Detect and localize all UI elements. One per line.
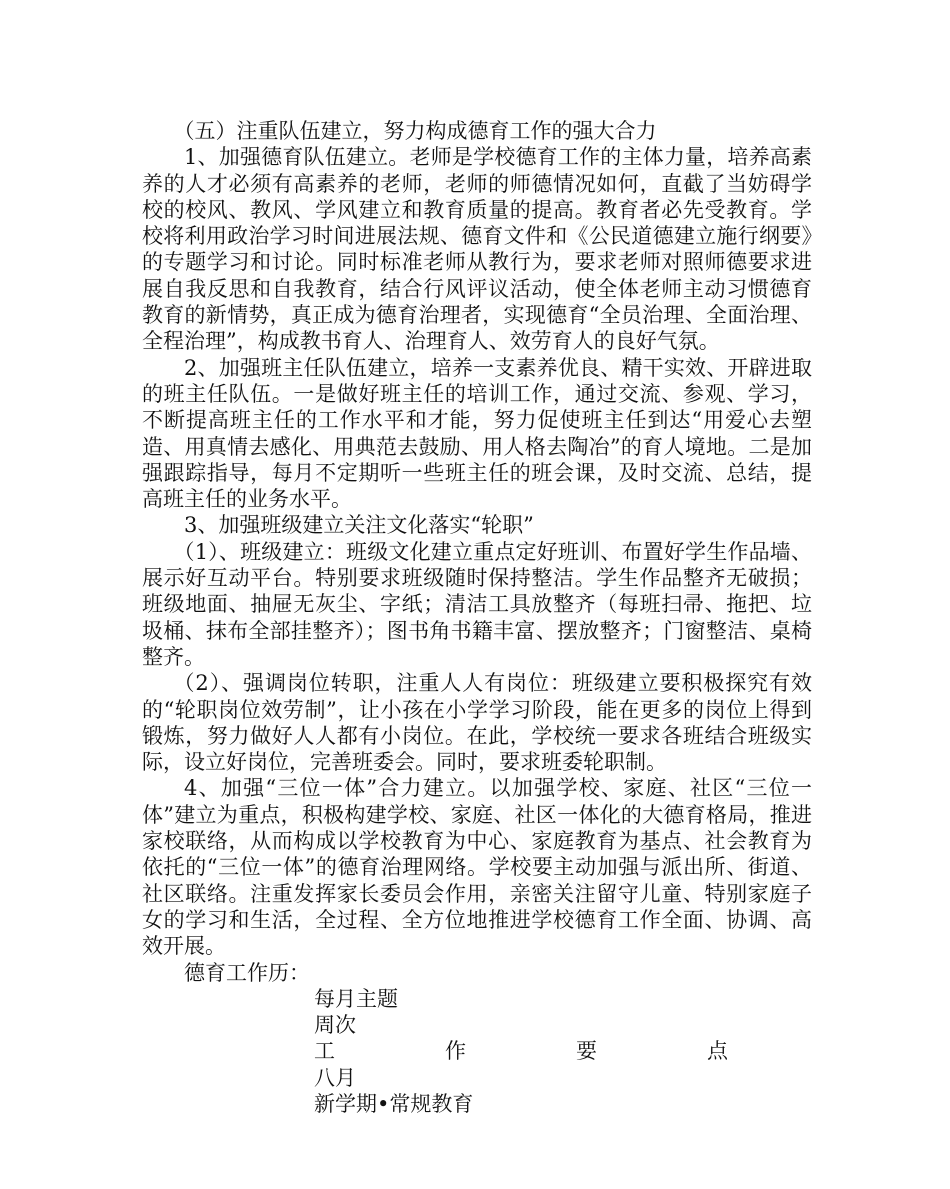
paragraph-4: 4、加强“三位一体”合力建立。以加强学校、家庭、社区“三位一体”建立为重点，积极构建学校、家庭、社区一体化的大德育格局，推进家校联络，从而构成以学校教育为中心、家庭教育为基点、社会教育为依托的“三位一体”的德育治理网络。学校要主动加强与派出所、街道、社区联络。注重发挥家长委员会作用，亲密关注留守儿童、特别家庭子女的学习和生活，全过程、全方位地推进学校德育工作全面、协调、高效开展。 bbox=[142, 776, 812, 959]
points-char-2: 作 bbox=[445, 1039, 466, 1064]
calendar-month: 八月 bbox=[314, 1065, 356, 1090]
points-char-4: 点 bbox=[707, 1039, 728, 1064]
paragraph-1: 1、加强德育队伍建立。老师是学校德育工作的主体力量，培养高素养的人才必须有高素养的老师，老师的师德情况如何，直截了当妨碍学校的校风、教风、学风建立和教育质量的提高。教育者必先受教育。学校将利用政治学习时间进展法规、德育文件和《公民道德建立施行纲要》的专题学习和讨论。同时标准老师从教行为，要求老师对照师德要求进展自我反思和自我教育，结合行风评议活动，使全体老师主动习惯德育教育的新情势，真正成为德育治理者，实现德育“全员治理、全面治理、全程治理”，构成教书育人、治理育人、效劳育人的良好气氛。 bbox=[142, 145, 812, 354]
paragraph-3: 3、加强班级建立关注文化落实“轮职” bbox=[184, 513, 534, 538]
calendar-header-points bbox=[314, 1038, 728, 1064]
calendar-header-week: 周次 bbox=[314, 1013, 356, 1038]
section-heading: （五）注重队伍建立，努力构成德育工作的强大合力 bbox=[173, 119, 657, 143]
points-char-1: 工 bbox=[314, 1039, 335, 1064]
sub-item-2: （2）、强调岗位转职，注重人人有岗位：班级建立要积极探究有效的“轮职岗位效劳制”，让小孩在小学学习阶段，能在更多的岗位上得到锻炼，努力做好人人都有小岗位。在此，学校统一要求各班结合班级实际，设立好岗位，完善班委会。同时，要求班委轮职制。 bbox=[142, 671, 812, 775]
calendar-label: 德育工作历： bbox=[184, 960, 310, 985]
paragraph-2: 2、加强班主任队伍建立，培养一支素养优良、精干实效、开辟进取的班主任队伍。一是做好班主任的培训工作，通过交流、参观、学习，不断提高班主任的工作水平和才能，努力促使班主任到达“用爱心去塑造、用真情去感化、用典范去鼓励、用人格去陶冶”的育人境地。二是加强跟踪指导，每月不定期听一些班主任的班会课，及时交流、总结，提高班主任的业务水平。 bbox=[142, 355, 812, 512]
points-char-3: 要 bbox=[576, 1039, 597, 1064]
calendar-header-theme: 每月主题 bbox=[314, 986, 398, 1011]
calendar-table bbox=[142, 986, 812, 1117]
calendar-theme: 新学期•常规教育 bbox=[314, 1091, 474, 1116]
document-page bbox=[142, 118, 812, 1117]
sub-item-1: （1）、班级建立：班级文化建立重点定好班训、布置好学生作品墙、展示好互动平台。特别要求班级随时保持整洁。学生作品整齐无破损；班级地面、抽屉无灰尘、字纸；清洁工具放整齐（每班扫帚、拖把、垃圾桶、抹布全部挂整齐）；图书角书籍丰富、摆放整齐；门窗整洁、桌椅整齐。 bbox=[142, 539, 812, 669]
